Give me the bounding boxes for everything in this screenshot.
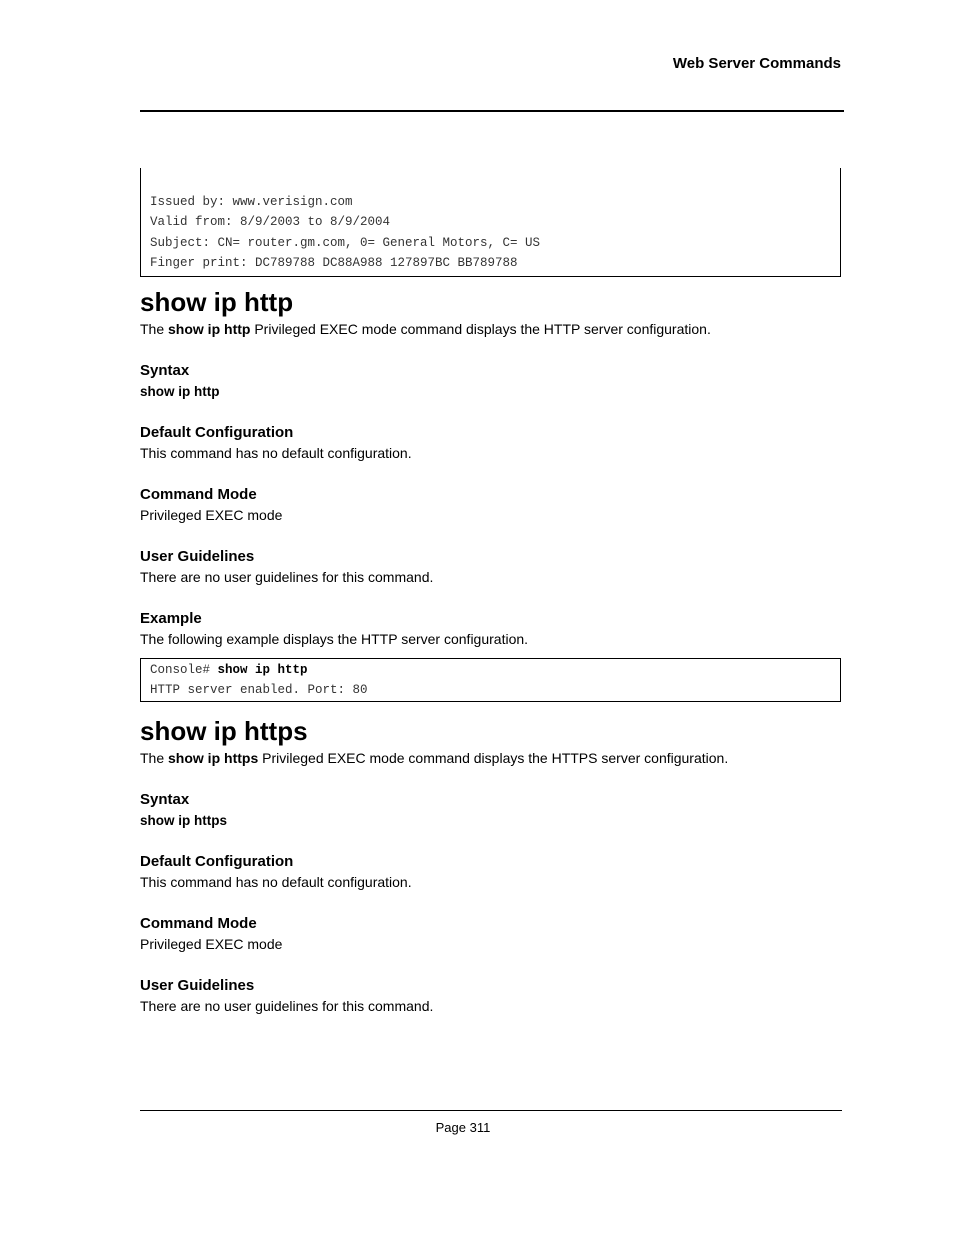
command-mode-heading: Command Mode bbox=[140, 486, 257, 503]
syntax-text: show ip http bbox=[140, 384, 220, 399]
code-line: Subject: CN= router.gm.com, 0= General Motors, C= US bbox=[150, 235, 541, 250]
intro-prefix: The bbox=[140, 750, 169, 766]
default-config-heading: Default Configuration bbox=[140, 853, 294, 870]
code-line: Valid from: 8/9/2003 to 8/9/2004 bbox=[150, 215, 391, 230]
console-prompt: Console# bbox=[150, 663, 218, 677]
command-mode-block bbox=[140, 486, 844, 524]
command-mode-text: Privileged EXEC mode bbox=[140, 507, 283, 523]
section-intro bbox=[140, 750, 844, 767]
user-guidelines-block bbox=[140, 548, 844, 586]
footer-rule bbox=[140, 1110, 842, 1111]
command-mode-heading: Command Mode bbox=[140, 915, 257, 932]
example-heading: Example bbox=[140, 610, 202, 627]
syntax-block bbox=[140, 791, 844, 829]
show-ip-https-section bbox=[140, 716, 844, 1015]
intro-command: show ip http bbox=[168, 321, 251, 337]
code-line: Finger print: DC789788 DC88A988 127897BC BB789788 bbox=[150, 255, 518, 270]
page-number: Page 311 bbox=[435, 1120, 491, 1135]
example-text: The following example displays the HTTP server configuration. bbox=[140, 631, 529, 647]
certificate-code-block bbox=[140, 168, 841, 277]
section-title: show ip https bbox=[140, 716, 308, 746]
show-ip-http-section bbox=[140, 287, 844, 648]
user-guidelines-text: There are no user guidelines for this command. bbox=[140, 998, 434, 1014]
syntax-block bbox=[140, 362, 844, 400]
syntax-heading: Syntax bbox=[140, 791, 190, 808]
user-guidelines-heading: User Guidelines bbox=[140, 548, 255, 565]
syntax-text: show ip https bbox=[140, 813, 227, 828]
section-intro bbox=[140, 321, 844, 338]
default-config-block bbox=[140, 853, 844, 891]
default-config-text: This command has no default configuration. bbox=[140, 874, 412, 890]
syntax-heading: Syntax bbox=[140, 362, 190, 379]
header-rule bbox=[140, 110, 844, 112]
user-guidelines-block bbox=[140, 977, 844, 1015]
default-config-heading: Default Configuration bbox=[140, 424, 294, 441]
default-config-block bbox=[140, 424, 844, 462]
intro-command: show ip https bbox=[168, 750, 259, 766]
command-mode-block bbox=[140, 915, 844, 953]
intro-suffix: Privileged EXEC mode command displays the HTTP server configuration. bbox=[250, 321, 711, 337]
example-code-block bbox=[140, 658, 841, 702]
running-header: Web Server Commands bbox=[672, 55, 841, 72]
code-line: HTTP server enabled. Port: 80 bbox=[150, 683, 368, 698]
default-config-text: This command has no default configuration. bbox=[140, 445, 412, 461]
intro-prefix: The bbox=[140, 321, 169, 337]
example-block bbox=[140, 610, 844, 648]
code-line: Issued by: www.verisign.com bbox=[150, 195, 353, 209]
command-mode-text: Privileged EXEC mode bbox=[140, 936, 283, 952]
user-guidelines-text: There are no user guidelines for this command. bbox=[140, 569, 434, 585]
console-command: show ip http bbox=[217, 663, 308, 677]
intro-suffix: Privileged EXEC mode command displays the HTTPS server configuration. bbox=[258, 750, 729, 766]
user-guidelines-heading: User Guidelines bbox=[140, 977, 255, 994]
section-title: show ip http bbox=[140, 287, 294, 317]
code-line bbox=[150, 660, 840, 680]
